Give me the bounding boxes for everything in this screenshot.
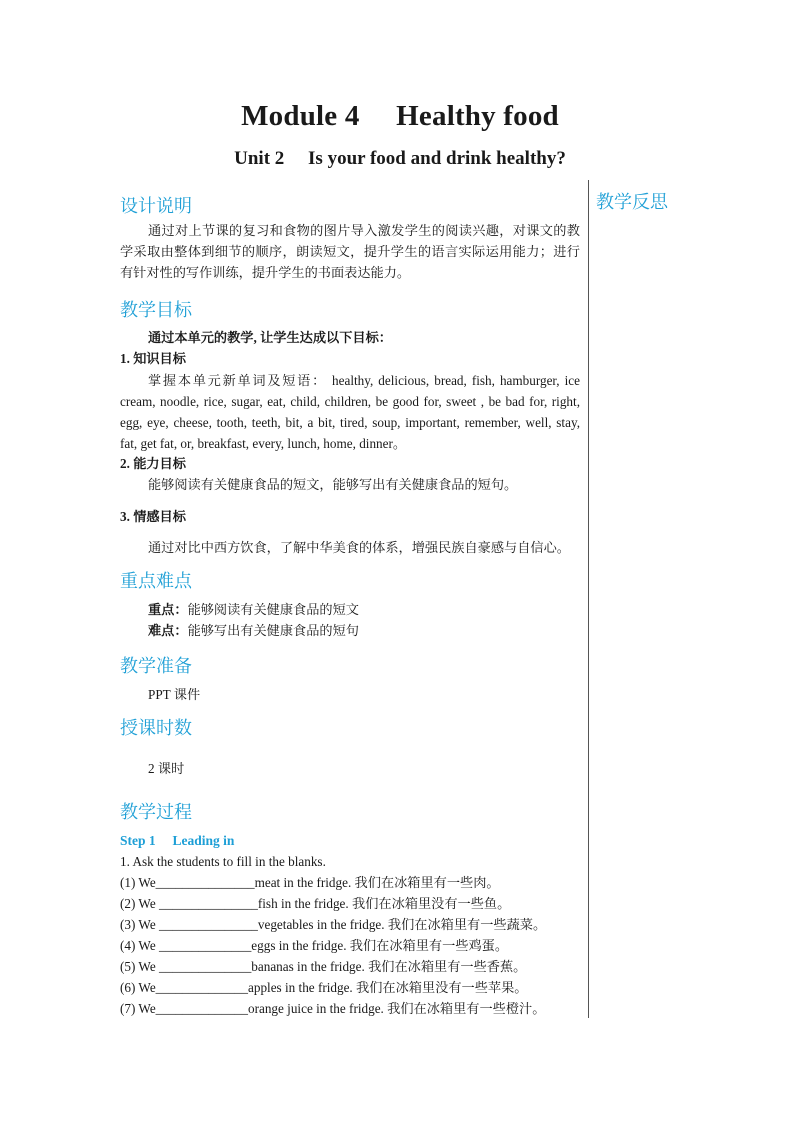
page-subtitle: Unit 2 Is your food and drink healthy? [234,148,566,169]
ability-text: 能够阅读有关健康食品的短文，能够写出有关健康食品的短句。 [148,477,518,492]
design-text: 通过对上节课的复习和食物的图片导入激发学生的阅读兴趣，对课文的教学采取由整体到细节的顺序，朗读短文，提升学生的语言实际运用能力；进行有针对性的写作训练，提升学生的书面表达能力。 [120,223,580,280]
list-item: (4) We ______________eggs in the fridge. 我们在冰箱里有一些鸡蛋。 [120,938,509,953]
knowledge-text: 掌握本单元新单词及短语： healthy, delicious, bread, fish, hamburger, ice cream, noodle, rice, sugar, eat, child, children, be good for, sweet , be bad for, right, egg, eye, cheese, tooth, teeth, bit, a bit, tired, soup, important, remember, well, stay, fat, get fat, or, breakfast, every, lunch, home, dinner。 [120,373,580,451]
key-point-line [148,600,618,620]
list-item: (7) We______________orange juice in the fridge. 我们在冰箱里有一些橙汁。 [120,1001,546,1016]
emotion-text: 通过对比中西方饮食，了解中华美食的体系，增强民族自豪感与自信心。 [148,540,570,555]
knowledge-title: 1. 知识目标 [120,351,186,366]
list-item: (6) We______________apples in the fridge. 我们在冰箱里没有一些苹果。 [120,980,528,995]
objectives-heading: 教学目标 [120,300,192,321]
key-points-heading: 重点难点 [120,571,192,592]
objectives-intro: 通过本单元的教学, 让学生达成以下目标： [148,330,392,345]
key-point-text: 能够阅读有关健康食品的短文 [187,602,359,617]
list-item: (3) We _______________vegetables in the fridge. 我们在冰箱里有一些蔬菜。 [120,917,547,932]
design-heading: 设计说明 [120,196,192,217]
hours-heading: 授课时数 [120,718,192,739]
difficulty-label: 难点： [148,623,188,638]
preparation-text: PPT 课件 [148,687,201,702]
list-item: (2) We _______________fish in the fridge. 我们在冰箱里没有一些鱼。 [120,896,511,911]
key-point-label: 重点： [148,602,188,617]
reflection-heading: 教学反思 [596,192,668,213]
preparation-heading: 教学准备 [120,656,192,677]
difficulty-text: 能够写出有关健康食品的短句 [187,623,359,638]
emotion-title: 3. 情感目标 [120,509,186,524]
process-heading: 教学过程 [120,802,192,823]
page-title: Module 4 Healthy food [241,100,559,132]
difficulty-line [148,621,618,641]
list-item: (5) We ______________bananas in the fridge. 我们在冰箱里有一些香蕉。 [120,959,527,974]
process-instruction: 1. Ask the students to fill in the blanks. [120,854,326,869]
ability-title: 2. 能力目标 [120,456,186,471]
step-1-heading: Step 1 Leading in [120,833,235,848]
list-item: (1) We_______________meat in the fridge. 我们在冰箱里有一些肉。 [120,875,500,890]
hours-text: 2 课时 [148,761,185,776]
